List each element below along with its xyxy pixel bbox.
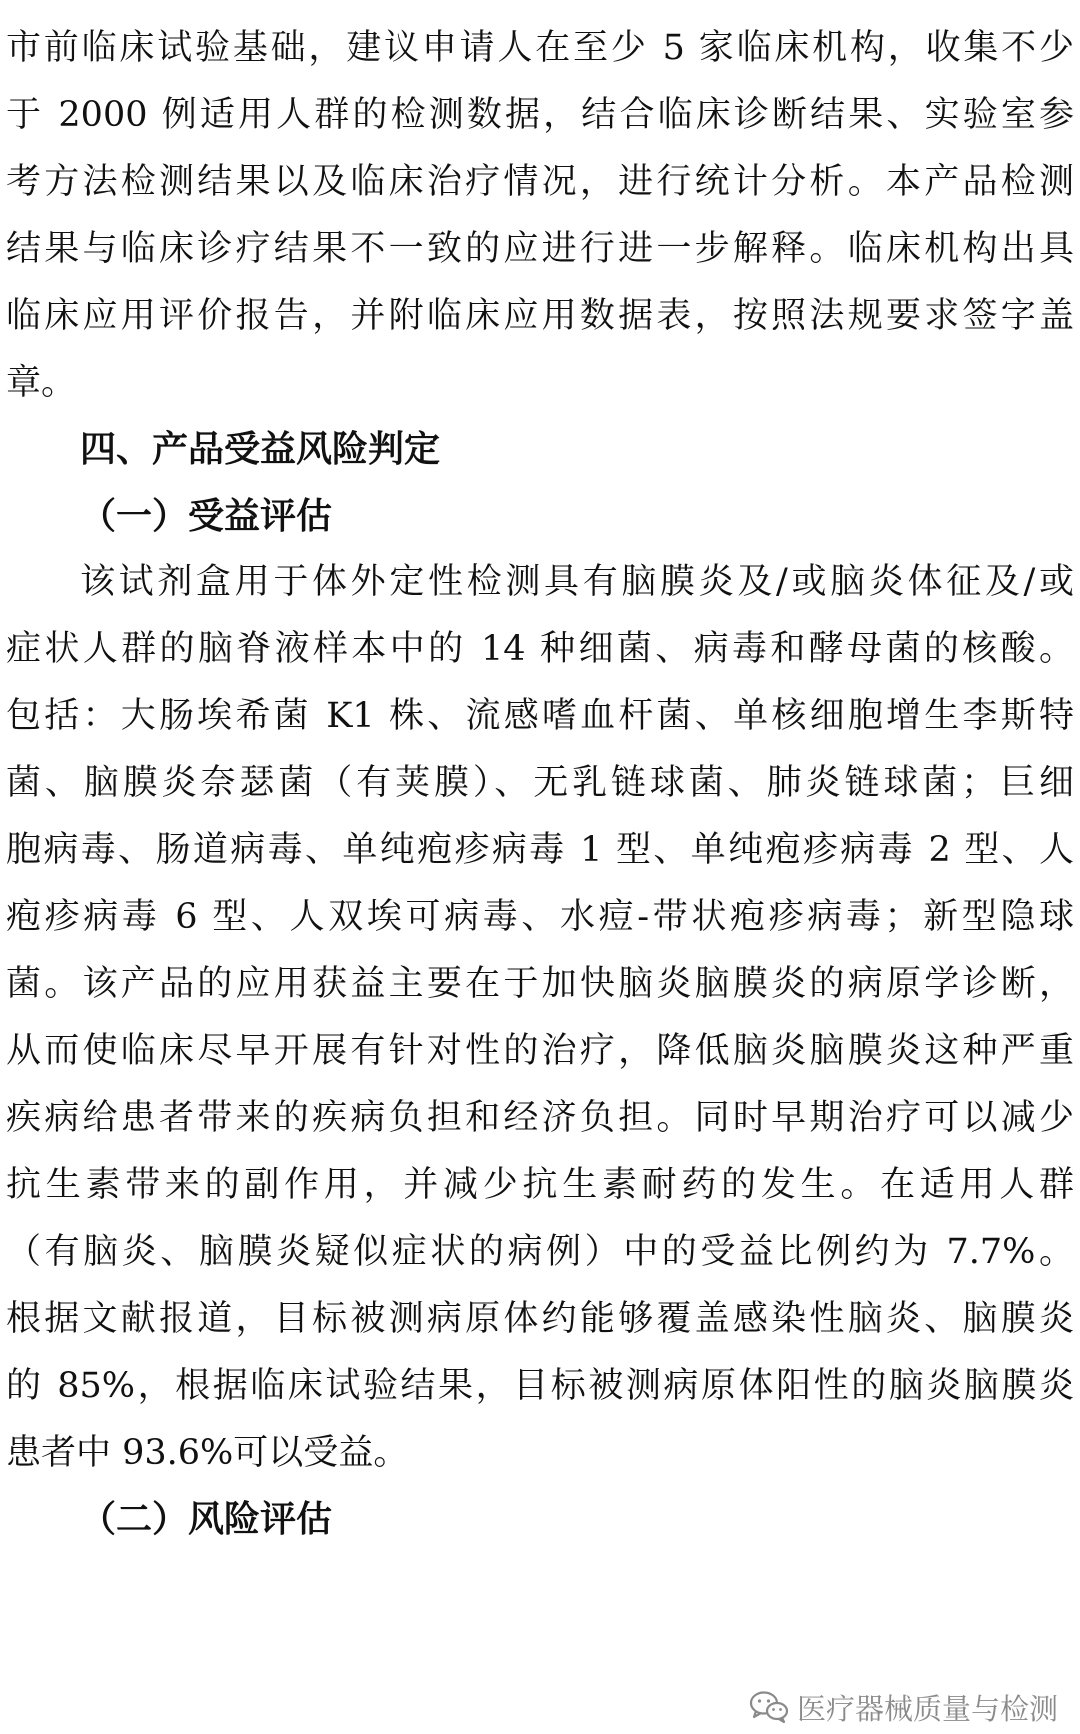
paragraph-2-line-12: 根据文献报道，目标被测病原体约能够覆盖感染性脑炎、脑膜炎 [6,1299,1074,1339]
paragraph-1-line-6: 章。 [6,363,77,403]
paragraph-2-line-11: （有脑炎、脑膜炎疑似症状的病例）中的受益比例约为 7.7%。 [6,1232,1074,1272]
paragraph-2-line-9: 疾病给患者带来的疾病负担和经济负担。同时早期治疗可以减少 [6,1098,1074,1138]
paragraph-2-line-8: 从而使临床尽早开展有针对性的治疗，降低脑炎脑膜炎这种严重 [6,1031,1074,1071]
paragraph-1-line-4: 结果与临床诊疗结果不一致的应进行进一步解释。临床机构出具 [6,229,1074,269]
paragraph-2-line-6: 疱疹病毒 6 型、人双埃可病毒、水痘-带状疱疹病毒；新型隐球 [6,897,1074,937]
subheading-benefit-assessment: （一）受益评估 [80,496,333,537]
paragraph-2-line-14: 患者中 93.6%可以受益。 [6,1433,409,1473]
paragraph-2-line-4: 菌、脑膜炎奈瑟菌（有荚膜）、无乳链球菌、肺炎链球菌；巨细 [6,763,1074,803]
paragraph-2-line-5: 胞病毒、肠道病毒、单纯疱疹病毒 1 型、单纯疱疹病毒 2 型、人 [6,830,1074,870]
paragraph-2-line-1: 该试剂盒用于体外定性检测具有脑膜炎及/或脑炎体征及/或 [80,562,1074,602]
paragraph-2-line-7: 菌。该产品的应用获益主要在于加快脑炎脑膜炎的病原学诊断， [6,964,1074,1004]
subheading-risk-assessment: （二）风险评估 [80,1499,333,1540]
section-heading: 四、产品受益风险判定 [80,429,441,470]
watermark-text: 医疗器械质量与检测 [796,1691,1058,1726]
paragraph-2-line-2: 症状人群的脑脊液样本中的 14 种细菌、病毒和酵母菌的核酸。 [6,629,1074,669]
wechat-icon [749,1690,789,1724]
paragraph-2-line-10: 抗生素带来的副作用，并减少抗生素耐药的发生。在适用人群 [6,1165,1074,1205]
watermark [749,1687,1058,1727]
paragraph-1-line-1: 市前临床试验基础，建议申请人在至少 5 家临床机构，收集不少 [6,28,1074,68]
paragraph-1-line-5: 临床应用评价报告，并附临床应用数据表，按照法规要求签字盖 [6,296,1074,336]
paragraph-1-line-3: 考方法检测结果以及临床治疗情况，进行统计分析。本产品检测 [6,162,1074,202]
paragraph-2-line-3: 包括：大肠埃希菌 K1 株、流感嗜血杆菌、单核细胞增生李斯特 [6,696,1074,736]
paragraph-1-line-2: 于 2000 例适用人群的检测数据，结合临床诊断结果、实验室参 [6,95,1074,135]
paragraph-2-line-13: 的 85%，根据临床试验结果，目标被测病原体阳性的脑炎脑膜炎 [6,1366,1074,1406]
